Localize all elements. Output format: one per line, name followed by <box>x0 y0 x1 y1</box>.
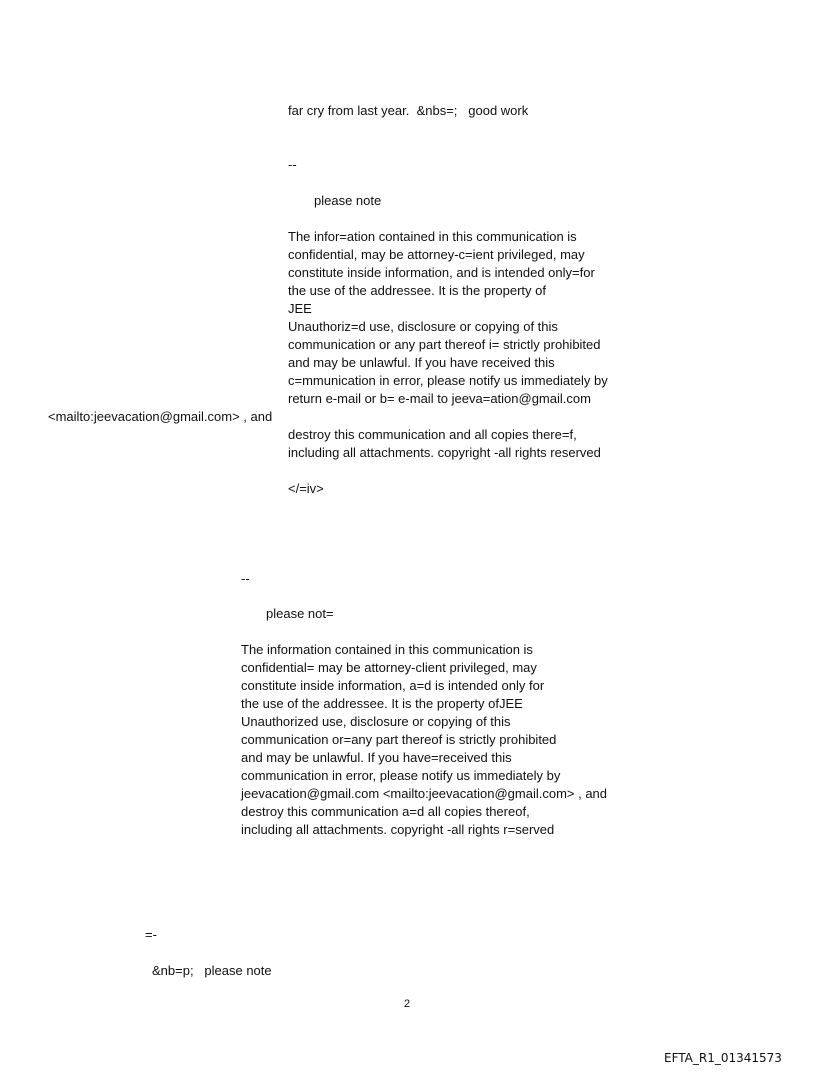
disclaimer-line: c=mmunication in error, please notify us immediately by <box>288 373 608 388</box>
please-note-heading: please not= <box>266 606 334 621</box>
signature-separator: =- <box>145 927 157 942</box>
please-note-heading: &nb=p; please note <box>152 963 272 978</box>
disclaimer-line: communication in error, please notify us immediately by <box>241 768 561 783</box>
signature-separator: -- <box>241 571 250 586</box>
disclaimer-line: confidential, may be attorney-c=ient privileged, may <box>288 247 585 262</box>
document-id: EFTA_R1_01341573 <box>664 1051 782 1065</box>
disclaimer-line: and may be unlawful. If you have=received this <box>241 750 512 765</box>
page-number: 2 <box>404 998 411 1010</box>
disclaimer-line: including all attachments. copyright -all rights r=served <box>241 822 555 837</box>
disclaimer-line: return e-mail or b= e-mail to jeeva=ation@gmail.com <box>288 391 591 406</box>
disclaimer-line: communication or any part thereof i= strictly prohibited <box>288 337 601 352</box>
disclaimer-line: destroy this communication a=d all copies thereof, <box>241 804 530 819</box>
disclaimer-line: confidential= may be attorney-client privileged, may <box>241 660 537 675</box>
disclaimer-line: including all attachments. copyright -all rights reserved <box>288 445 601 460</box>
closing-tag-line: </=iv> <box>288 481 324 496</box>
disclaimer-line: jeevacation@gmail.com <mailto:jeevacation@gmail.com> , and <box>241 786 608 801</box>
intro-line: far cry from last year. &nbs=; good work <box>288 103 529 118</box>
disclaimer-line: The information contained in this communication is <box>241 642 533 657</box>
mailto-line: <mailto:jeevacation@gmail.com> , and <box>48 409 273 424</box>
disclaimer-line: and may be unlawful. If you have received this <box>288 355 555 370</box>
disclaimer-line: The infor=ation contained in this communication is <box>288 229 577 244</box>
disclaimer-line: the use of the addressee. It is the property of <box>288 283 546 298</box>
disclaimer-line: JEE <box>288 301 312 316</box>
disclaimer-line: constitute inside information, a=d is intended only for <box>241 678 545 693</box>
disclaimer-line: the use of the addressee. It is the property ofJEE <box>241 696 523 711</box>
disclaimer-line: Unauthorized use, disclosure or copying of this <box>241 714 511 729</box>
disclaimer-line: communication or=any part thereof is strictly prohibited <box>241 732 557 747</box>
please-note-heading: please note <box>314 193 382 208</box>
signature-separator: -- <box>288 157 297 172</box>
disclaimer-line: Unauthoriz=d use, disclosure or copying of this <box>288 319 558 334</box>
disclaimer-line: constitute inside information, and is intended only=for <box>288 265 595 280</box>
disclaimer-line: destroy this communication and all copies there=f, <box>288 427 577 442</box>
